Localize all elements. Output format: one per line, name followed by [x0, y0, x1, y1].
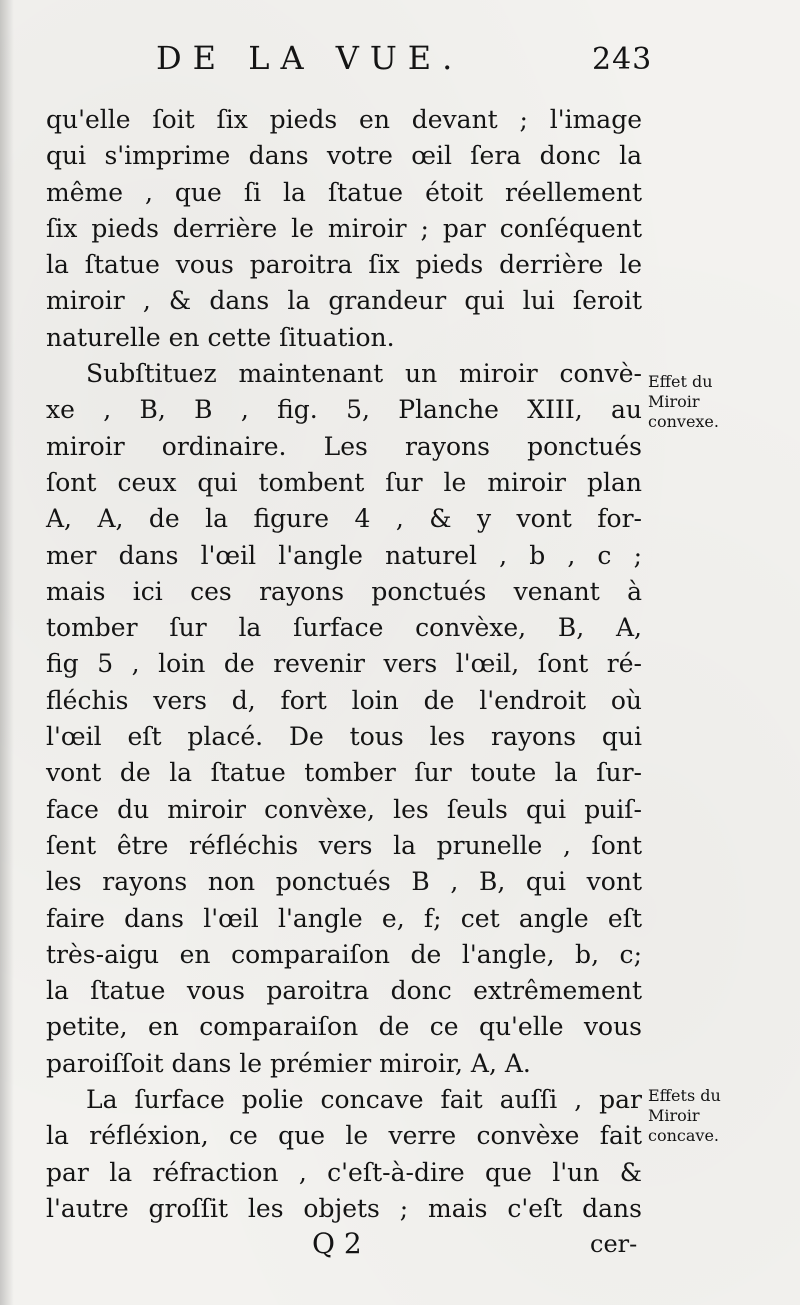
- text-line: tomber ſur la ſurface convèxe, B, A,: [46, 613, 642, 643]
- text-line: même , que ſi la ſtatue étoit réellement: [46, 177, 642, 207]
- text-line: la ſtatue vous paroitra donc extrêmement: [46, 976, 642, 1006]
- text-line: mais ici ces rayons ponctués venant à: [46, 576, 642, 606]
- text-line: l'autre groſſit les objets ; mais c'eſt dans: [46, 1193, 642, 1223]
- gutter-shadow: [0, 0, 14, 1305]
- text-line: par la réfraction , c'eſt-à-dire que l'un &: [46, 1157, 642, 1187]
- text-line: ſix pieds derrière le miroir ; par conſéquent: [46, 213, 642, 243]
- text-line: qui s'imprime dans votre œil ſera donc la: [46, 141, 642, 171]
- text-line: xe , B, B , fig. 5, Planche XIII, au: [46, 395, 642, 425]
- text-line: qu'elle ſoit ſix pieds en devant ; l'image: [46, 105, 642, 134]
- text-line: la ſtatue vous paroitra ſix pieds derrière le: [46, 250, 642, 280]
- signature-mark: Q 2: [312, 1227, 362, 1260]
- text-line: la réfléxion, ce que le verre convèxe fait: [46, 1121, 642, 1151]
- text-line: les rayons non ponctués B , B, qui vont: [46, 867, 642, 897]
- page-number: 243: [592, 42, 653, 77]
- body-text: [46, 102, 642, 1227]
- text-line: vont de la ſtatue tomber ſur toute la ſur-: [46, 758, 642, 788]
- text-line: mer dans l'œil l'angle naturel , b , c ;: [46, 540, 642, 570]
- text-line: La ſurface polie concave fait auſſi , par: [86, 1085, 642, 1115]
- text-line: A, A, de la figure 4 , & y vont for-: [46, 504, 642, 534]
- text-line: paroiſſoit dans le prémier miroir, A, A.: [46, 1048, 531, 1078]
- margin-note-convex: Effet du Miroir convexe.: [648, 372, 719, 431]
- catchword: cer-: [590, 1230, 638, 1258]
- margin-note-concave: Effets du Miroir concave.: [648, 1086, 721, 1145]
- text-line: petite, en comparaiſon de ce qu'elle vous: [46, 1012, 642, 1042]
- running-title: DE LA VUE.: [156, 39, 464, 77]
- text-line: miroir ordinaire. Les rayons ponctués: [46, 431, 642, 461]
- text-line: très-aigu en comparaiſon de l'angle, b, c;: [46, 939, 642, 969]
- text-line: Subſtituez maintenant un miroir convè-: [86, 359, 642, 389]
- text-line: miroir , & dans la grandeur qui lui ſeroit: [46, 286, 642, 316]
- text-line: l'œil eſt placé. De tous les rayons qui: [46, 722, 642, 752]
- text-line: faire dans l'œil l'angle e, f; cet angle eſt: [46, 903, 642, 933]
- text-line: fléchis vers d, fort loin de l'endroit où: [46, 685, 642, 715]
- text-line: ſont ceux qui tombent ſur le miroir plan: [46, 467, 642, 497]
- text-line: naturelle en cette ſituation.: [46, 322, 395, 352]
- text-line: ſent être réfléchis vers la prunelle , ſont: [46, 830, 642, 860]
- text-line: face du miroir convèxe, les ſeuls qui puiſ-: [46, 794, 642, 824]
- text-line: fig 5 , loin de revenir vers l'œil, ſont ré-: [46, 649, 642, 679]
